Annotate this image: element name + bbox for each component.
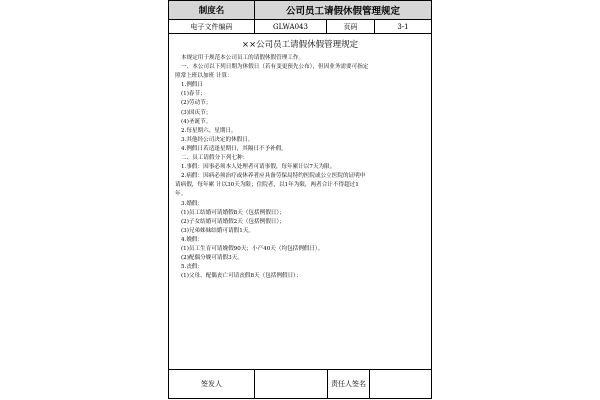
document-line: 1.事假：因事必须本人处理者可请事假，每年累计以7天为限。 bbox=[181, 164, 336, 171]
regulation-name-label: 制度名 bbox=[169, 1, 255, 19]
document-line: (2)劳动节； bbox=[181, 100, 212, 107]
document-line: (4)圣诞节。 bbox=[181, 118, 212, 125]
file-code-value: GLWA043 bbox=[255, 20, 327, 33]
responsible-label: 责任人签名 bbox=[328, 370, 370, 398]
document-line: 本规定用于规范本公司员工的请假休假管理工作。 bbox=[181, 55, 305, 61]
signer-value bbox=[255, 370, 328, 398]
document-lines bbox=[175, 54, 425, 281]
header-row bbox=[169, 1, 431, 20]
page-label: 页码 bbox=[327, 20, 375, 33]
document-line: 4.娩假： bbox=[181, 236, 204, 243]
document-line: (2)配偶分娩可请假3天。 bbox=[181, 255, 243, 262]
document-title: ××公司员工请假休假管理规定 bbox=[241, 40, 359, 50]
regulation-title: 公司员工请假休假管理规定 bbox=[285, 6, 400, 17]
file-code-label: 电子文件编码 bbox=[169, 20, 255, 33]
document-line: (1)员工生育可请娩假90天；小产40天（均包括例假日）。 bbox=[181, 245, 324, 252]
document-line: (1)春节； bbox=[181, 91, 206, 98]
document-line: (2)子女结婚可请婚假2天（包括例假日）； bbox=[181, 218, 285, 225]
document-line: (3)国庆节； bbox=[181, 109, 212, 116]
document-line: 4.例假日若适逢星期日，其隔日不予补假。 bbox=[181, 145, 288, 152]
document-line: (1)父母、配偶丧亡可请丧假8天（包括例假日）； bbox=[181, 273, 302, 280]
document-line: 2.病假：因病必须治疗或休养者应具备劳保局特约医院或公立医院的证明申 bbox=[181, 173, 366, 180]
signer-label: 签发人 bbox=[169, 370, 255, 398]
document-line: 2.每星期六、星期日。 bbox=[181, 127, 237, 134]
document-line: 一、本公司以下列日期为休假日（若有变更预先公布），但因业务需要可指定 bbox=[181, 64, 369, 71]
page-number: 3-1 bbox=[397, 22, 409, 31]
document-line: (3)兄弟姊妹结婚可请假1天。 bbox=[181, 227, 255, 234]
document-line: 二、员工请假分下列七种： bbox=[181, 155, 249, 162]
document-line: 请病假，每年累 计以30天为限；住院者，以1年为限，两者合计不得超过1 bbox=[175, 182, 359, 189]
document-line: 照常上班以加班 计算： bbox=[175, 73, 233, 80]
document-line: 年。 bbox=[175, 191, 187, 198]
document-line: 1.例假日 bbox=[181, 82, 204, 89]
footer-row bbox=[169, 370, 431, 398]
meta-row bbox=[169, 20, 431, 34]
document-line: 3.其他经公司决定的休假日。 bbox=[181, 136, 254, 143]
responsible-value bbox=[370, 370, 431, 398]
regulation-form bbox=[168, 0, 432, 399]
document-line: 5.丧假： bbox=[181, 264, 204, 271]
document-line: (1)员工结婚可请婚假8天（包括例假日）； bbox=[181, 209, 285, 216]
document-line: 3.婚假： bbox=[181, 200, 204, 207]
document-body bbox=[169, 34, 431, 370]
